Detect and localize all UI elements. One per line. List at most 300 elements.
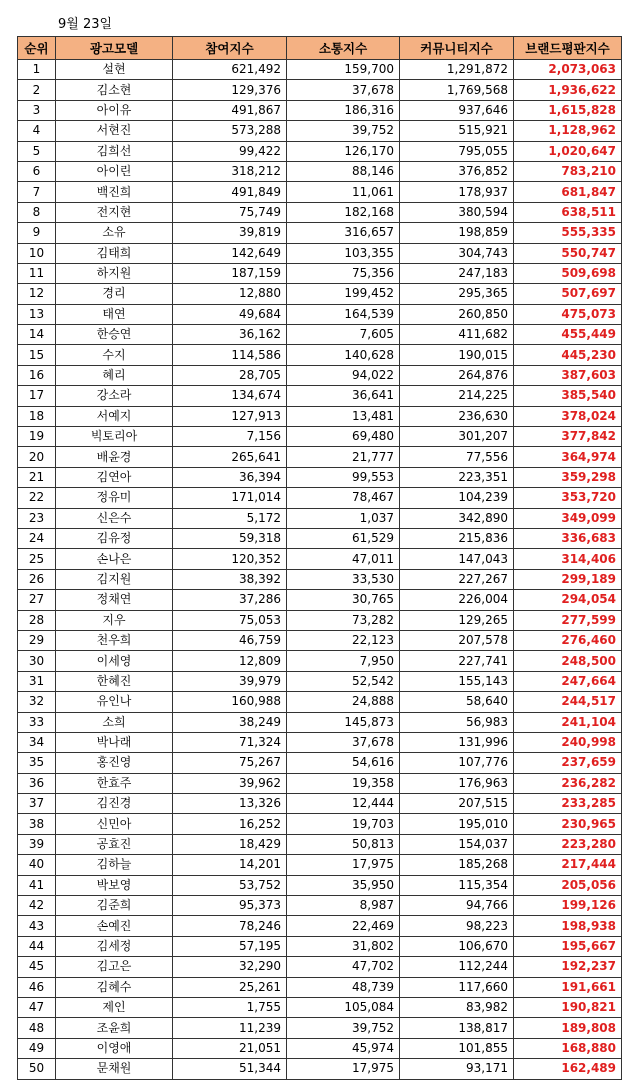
- table-row: [18, 936, 622, 956]
- rank-cell: 41: [18, 875, 56, 895]
- communication-index: 69,480: [287, 427, 400, 447]
- brand-reputation-index: 199,126: [514, 896, 622, 916]
- rank-cell: 47: [18, 997, 56, 1017]
- brand-reputation-index: 299,189: [514, 569, 622, 589]
- model-name: 이영애: [56, 1038, 173, 1058]
- model-name: 배윤경: [56, 447, 173, 467]
- communication-index: 37,678: [287, 732, 400, 752]
- communication-index: 39,752: [287, 1018, 400, 1038]
- model-name: 신은수: [56, 508, 173, 528]
- table-row: [18, 60, 622, 80]
- communication-index: 7,950: [287, 651, 400, 671]
- table-row: [18, 1018, 622, 1038]
- brand-reputation-index: 377,842: [514, 427, 622, 447]
- rank-cell: 9: [18, 223, 56, 243]
- model-name: 김태희: [56, 243, 173, 263]
- community-index: 117,660: [400, 977, 514, 997]
- brand-reputation-index: 190,821: [514, 997, 622, 1017]
- participation-index: 36,162: [173, 325, 287, 345]
- rank-cell: 37: [18, 794, 56, 814]
- community-index: 138,817: [400, 1018, 514, 1038]
- table-row: [18, 182, 622, 202]
- model-name: 경리: [56, 284, 173, 304]
- table-row: [18, 488, 622, 508]
- brand-reputation-index: 783,210: [514, 161, 622, 181]
- table-row: [18, 263, 622, 283]
- rank-cell: 40: [18, 855, 56, 875]
- rank-cell: 33: [18, 712, 56, 732]
- rank-cell: 13: [18, 304, 56, 324]
- table-row: [18, 651, 622, 671]
- model-name: 이세영: [56, 651, 173, 671]
- table-row: [18, 630, 622, 650]
- rank-cell: 7: [18, 182, 56, 202]
- communication-index: 99,553: [287, 467, 400, 487]
- communication-index: 126,170: [287, 141, 400, 161]
- communication-index: 47,702: [287, 957, 400, 977]
- community-index: 101,855: [400, 1038, 514, 1058]
- table-row: [18, 202, 622, 222]
- community-index: 56,983: [400, 712, 514, 732]
- participation-index: 78,246: [173, 916, 287, 936]
- participation-index: 32,290: [173, 957, 287, 977]
- community-index: 227,741: [400, 651, 514, 671]
- communication-index: 17,975: [287, 1059, 400, 1079]
- rank-cell: 8: [18, 202, 56, 222]
- community-index: 295,365: [400, 284, 514, 304]
- model-name: 한혜진: [56, 671, 173, 691]
- participation-index: 39,979: [173, 671, 287, 691]
- rank-cell: 28: [18, 610, 56, 630]
- brand-reputation-index: 240,998: [514, 732, 622, 752]
- table-row: [18, 773, 622, 793]
- rank-cell: 42: [18, 896, 56, 916]
- brand-reputation-index: 241,104: [514, 712, 622, 732]
- communication-index: 19,703: [287, 814, 400, 834]
- communication-index: 88,146: [287, 161, 400, 181]
- participation-index: 38,392: [173, 569, 287, 589]
- participation-index: 99,422: [173, 141, 287, 161]
- community-index: 77,556: [400, 447, 514, 467]
- participation-index: 57,195: [173, 936, 287, 956]
- community-index: 227,267: [400, 569, 514, 589]
- table-row: [18, 569, 622, 589]
- rank-cell: 35: [18, 753, 56, 773]
- participation-index: 142,649: [173, 243, 287, 263]
- table-row: [18, 671, 622, 691]
- brand-reputation-index: 191,661: [514, 977, 622, 997]
- communication-index: 17,975: [287, 855, 400, 875]
- rank-cell: 1: [18, 60, 56, 80]
- rank-cell: 22: [18, 488, 56, 508]
- participation-index: 28,705: [173, 365, 287, 385]
- table-row: [18, 1038, 622, 1058]
- community-index: 304,743: [400, 243, 514, 263]
- brand-reputation-index: 198,938: [514, 916, 622, 936]
- model-name: 손나은: [56, 549, 173, 569]
- communication-index: 316,657: [287, 223, 400, 243]
- brand-reputation-index: 205,056: [514, 875, 622, 895]
- model-name: 백진희: [56, 182, 173, 202]
- model-name: 정채연: [56, 590, 173, 610]
- brand-reputation-index: 387,603: [514, 365, 622, 385]
- rank-cell: 38: [18, 814, 56, 834]
- rank-cell: 16: [18, 365, 56, 385]
- communication-index: 73,282: [287, 610, 400, 630]
- rank-cell: 12: [18, 284, 56, 304]
- participation-index: 491,849: [173, 182, 287, 202]
- brand-reputation-index: 555,335: [514, 223, 622, 243]
- brand-reputation-index: 385,540: [514, 386, 622, 406]
- communication-index: 140,628: [287, 345, 400, 365]
- participation-index: 621,492: [173, 60, 287, 80]
- community-index: 260,850: [400, 304, 514, 324]
- community-index: 58,640: [400, 692, 514, 712]
- communication-index: 21,777: [287, 447, 400, 467]
- table-row: [18, 896, 622, 916]
- brand-reputation-index: 247,664: [514, 671, 622, 691]
- communication-index: 22,469: [287, 916, 400, 936]
- brand-reputation-index: 550,747: [514, 243, 622, 263]
- header-participation: 참여지수: [173, 37, 287, 60]
- community-index: 155,143: [400, 671, 514, 691]
- table-row: [18, 610, 622, 630]
- communication-index: 11,061: [287, 182, 400, 202]
- communication-index: 48,739: [287, 977, 400, 997]
- header-community: 커뮤니티지수: [400, 37, 514, 60]
- participation-index: 37,286: [173, 590, 287, 610]
- communication-index: 145,873: [287, 712, 400, 732]
- communication-index: 35,950: [287, 875, 400, 895]
- model-name: 혜리: [56, 365, 173, 385]
- model-name: 아이유: [56, 100, 173, 120]
- model-name: 제인: [56, 997, 173, 1017]
- participation-index: 39,962: [173, 773, 287, 793]
- rank-cell: 5: [18, 141, 56, 161]
- communication-index: 164,539: [287, 304, 400, 324]
- model-name: 한효주: [56, 773, 173, 793]
- table-body: [18, 60, 622, 1080]
- brand-reputation-index: 277,599: [514, 610, 622, 630]
- participation-index: 12,880: [173, 284, 287, 304]
- brand-reputation-index: 509,698: [514, 263, 622, 283]
- brand-reputation-index: 507,697: [514, 284, 622, 304]
- table-row: [18, 467, 622, 487]
- community-index: 176,963: [400, 773, 514, 793]
- rank-cell: 46: [18, 977, 56, 997]
- table-row: [18, 834, 622, 854]
- participation-index: 51,344: [173, 1059, 287, 1079]
- model-name: 정유미: [56, 488, 173, 508]
- community-index: 795,055: [400, 141, 514, 161]
- brand-reputation-index: 445,230: [514, 345, 622, 365]
- brand-reputation-index: 359,298: [514, 467, 622, 487]
- communication-index: 103,355: [287, 243, 400, 263]
- rank-cell: 45: [18, 957, 56, 977]
- community-index: 207,578: [400, 630, 514, 650]
- community-index: 342,890: [400, 508, 514, 528]
- rank-cell: 14: [18, 325, 56, 345]
- community-index: 129,265: [400, 610, 514, 630]
- brand-reputation-index: 162,489: [514, 1059, 622, 1079]
- communication-index: 31,802: [287, 936, 400, 956]
- rank-cell: 19: [18, 427, 56, 447]
- community-index: 1,291,872: [400, 60, 514, 80]
- brand-reputation-index: 195,667: [514, 936, 622, 956]
- table-row: [18, 386, 622, 406]
- participation-index: 36,394: [173, 467, 287, 487]
- community-index: 376,852: [400, 161, 514, 181]
- model-name: 김혜수: [56, 977, 173, 997]
- table-row: [18, 549, 622, 569]
- model-name: 박나래: [56, 732, 173, 752]
- participation-index: 573,288: [173, 121, 287, 141]
- table-row: [18, 997, 622, 1017]
- model-name: 설현: [56, 60, 173, 80]
- brand-reputation-index: 1,615,828: [514, 100, 622, 120]
- community-index: 1,769,568: [400, 80, 514, 100]
- header-model: 광고모델: [56, 37, 173, 60]
- community-index: 215,836: [400, 528, 514, 548]
- communication-index: 12,444: [287, 794, 400, 814]
- rank-cell: 36: [18, 773, 56, 793]
- rank-cell: 50: [18, 1059, 56, 1079]
- rank-cell: 6: [18, 161, 56, 181]
- community-index: 131,996: [400, 732, 514, 752]
- model-name: 지우: [56, 610, 173, 630]
- brand-reputation-index: 237,659: [514, 753, 622, 773]
- participation-index: 75,267: [173, 753, 287, 773]
- brand-reputation-index: 192,237: [514, 957, 622, 977]
- brand-reputation-index: 681,847: [514, 182, 622, 202]
- communication-index: 78,467: [287, 488, 400, 508]
- header-communication: 소통지수: [287, 37, 400, 60]
- rank-cell: 21: [18, 467, 56, 487]
- community-index: 214,225: [400, 386, 514, 406]
- communication-index: 94,022: [287, 365, 400, 385]
- communication-index: 199,452: [287, 284, 400, 304]
- communication-index: 182,168: [287, 202, 400, 222]
- table-row: [18, 100, 622, 120]
- model-name: 서현진: [56, 121, 173, 141]
- communication-index: 33,530: [287, 569, 400, 589]
- rank-cell: 39: [18, 834, 56, 854]
- table-row: [18, 161, 622, 181]
- rank-cell: 34: [18, 732, 56, 752]
- brand-reputation-index: 223,280: [514, 834, 622, 854]
- communication-index: 45,974: [287, 1038, 400, 1058]
- participation-index: 25,261: [173, 977, 287, 997]
- table-row: [18, 80, 622, 100]
- participation-index: 71,324: [173, 732, 287, 752]
- model-name: 홍진영: [56, 753, 173, 773]
- community-index: 94,766: [400, 896, 514, 916]
- model-name: 손예진: [56, 916, 173, 936]
- model-name: 신민아: [56, 814, 173, 834]
- community-index: 112,244: [400, 957, 514, 977]
- table-row: [18, 692, 622, 712]
- community-index: 93,171: [400, 1059, 514, 1079]
- model-name: 빅토리아: [56, 427, 173, 447]
- table-row: [18, 732, 622, 752]
- communication-index: 61,529: [287, 528, 400, 548]
- communication-index: 13,481: [287, 406, 400, 426]
- community-index: 301,207: [400, 427, 514, 447]
- table-row: [18, 916, 622, 936]
- participation-index: 5,172: [173, 508, 287, 528]
- communication-index: 75,356: [287, 263, 400, 283]
- table-row: [18, 121, 622, 141]
- model-name: 조윤희: [56, 1018, 173, 1038]
- participation-index: 7,156: [173, 427, 287, 447]
- community-index: 247,183: [400, 263, 514, 283]
- header-rank: 순위: [18, 37, 56, 60]
- community-index: 106,670: [400, 936, 514, 956]
- participation-index: 114,586: [173, 345, 287, 365]
- brand-reputation-index: 455,449: [514, 325, 622, 345]
- rank-cell: 29: [18, 630, 56, 650]
- participation-index: 18,429: [173, 834, 287, 854]
- model-name: 김고은: [56, 957, 173, 977]
- community-index: 236,630: [400, 406, 514, 426]
- model-name: 태연: [56, 304, 173, 324]
- communication-index: 36,641: [287, 386, 400, 406]
- participation-index: 491,867: [173, 100, 287, 120]
- communication-index: 50,813: [287, 834, 400, 854]
- brand-reputation-index: 314,406: [514, 549, 622, 569]
- model-name: 김세정: [56, 936, 173, 956]
- participation-index: 187,159: [173, 263, 287, 283]
- table-row: [18, 1059, 622, 1079]
- model-name: 강소라: [56, 386, 173, 406]
- community-index: 223,351: [400, 467, 514, 487]
- community-index: 198,859: [400, 223, 514, 243]
- brand-reputation-index: 349,099: [514, 508, 622, 528]
- brand-reputation-index: 248,500: [514, 651, 622, 671]
- participation-index: 171,014: [173, 488, 287, 508]
- communication-index: 7,605: [287, 325, 400, 345]
- participation-index: 318,212: [173, 161, 287, 181]
- community-index: 207,515: [400, 794, 514, 814]
- communication-index: 47,011: [287, 549, 400, 569]
- community-index: 98,223: [400, 916, 514, 936]
- communication-index: 39,752: [287, 121, 400, 141]
- table-row: [18, 345, 622, 365]
- brand-reputation-index: 236,282: [514, 773, 622, 793]
- table-row: [18, 977, 622, 997]
- table-row: [18, 753, 622, 773]
- table-row: [18, 243, 622, 263]
- brand-reputation-index: 378,024: [514, 406, 622, 426]
- model-name: 박보영: [56, 875, 173, 895]
- participation-index: 95,373: [173, 896, 287, 916]
- brand-reputation-index: 217,444: [514, 855, 622, 875]
- table-row: [18, 141, 622, 161]
- model-name: 김진경: [56, 794, 173, 814]
- participation-index: 16,252: [173, 814, 287, 834]
- table-row: [18, 284, 622, 304]
- model-name: 김지원: [56, 569, 173, 589]
- model-name: 김소현: [56, 80, 173, 100]
- table-row: [18, 957, 622, 977]
- community-index: 154,037: [400, 834, 514, 854]
- participation-index: 12,809: [173, 651, 287, 671]
- rank-cell: 44: [18, 936, 56, 956]
- community-index: 83,982: [400, 997, 514, 1017]
- model-name: 공효진: [56, 834, 173, 854]
- community-index: 515,921: [400, 121, 514, 141]
- rank-cell: 27: [18, 590, 56, 610]
- rank-cell: 49: [18, 1038, 56, 1058]
- participation-index: 134,674: [173, 386, 287, 406]
- communication-index: 159,700: [287, 60, 400, 80]
- communication-index: 24,888: [287, 692, 400, 712]
- communication-index: 105,084: [287, 997, 400, 1017]
- communication-index: 186,316: [287, 100, 400, 120]
- model-name: 한승연: [56, 325, 173, 345]
- rank-cell: 30: [18, 651, 56, 671]
- model-name: 김준희: [56, 896, 173, 916]
- community-index: 107,776: [400, 753, 514, 773]
- community-index: 195,010: [400, 814, 514, 834]
- rank-cell: 20: [18, 447, 56, 467]
- community-index: 411,682: [400, 325, 514, 345]
- brand-reputation-index: 2,073,063: [514, 60, 622, 80]
- participation-index: 11,239: [173, 1018, 287, 1038]
- brand-reputation-index: 336,683: [514, 528, 622, 548]
- participation-index: 14,201: [173, 855, 287, 875]
- table-row: [18, 365, 622, 385]
- rank-cell: 31: [18, 671, 56, 691]
- participation-index: 120,352: [173, 549, 287, 569]
- communication-index: 37,678: [287, 80, 400, 100]
- model-name: 전지현: [56, 202, 173, 222]
- brand-reputation-index: 364,974: [514, 447, 622, 467]
- model-name: 문채원: [56, 1059, 173, 1079]
- brand-reputation-index: 276,460: [514, 630, 622, 650]
- table-row: [18, 508, 622, 528]
- brand-reputation-index: 1,020,647: [514, 141, 622, 161]
- model-name: 김유정: [56, 528, 173, 548]
- ranking-table: [17, 36, 622, 1080]
- brand-reputation-index: 294,054: [514, 590, 622, 610]
- community-index: 178,937: [400, 182, 514, 202]
- rank-cell: 43: [18, 916, 56, 936]
- rank-cell: 26: [18, 569, 56, 589]
- brand-reputation-index: 168,880: [514, 1038, 622, 1058]
- rank-cell: 48: [18, 1018, 56, 1038]
- communication-index: 8,987: [287, 896, 400, 916]
- community-index: 115,354: [400, 875, 514, 895]
- table-row: [18, 406, 622, 426]
- participation-index: 160,988: [173, 692, 287, 712]
- model-name: 서예지: [56, 406, 173, 426]
- rank-cell: 17: [18, 386, 56, 406]
- table-row: [18, 794, 622, 814]
- table-row: [18, 304, 622, 324]
- brand-reputation-index: 475,073: [514, 304, 622, 324]
- date-label: 9월 23일: [58, 17, 113, 32]
- brand-reputation-index: 638,511: [514, 202, 622, 222]
- participation-index: 13,326: [173, 794, 287, 814]
- model-name: 아이린: [56, 161, 173, 181]
- model-name: 유인나: [56, 692, 173, 712]
- model-name: 수지: [56, 345, 173, 365]
- participation-index: 53,752: [173, 875, 287, 895]
- brand-reputation-index: 1,936,622: [514, 80, 622, 100]
- brand-reputation-index: 233,285: [514, 794, 622, 814]
- rank-cell: 25: [18, 549, 56, 569]
